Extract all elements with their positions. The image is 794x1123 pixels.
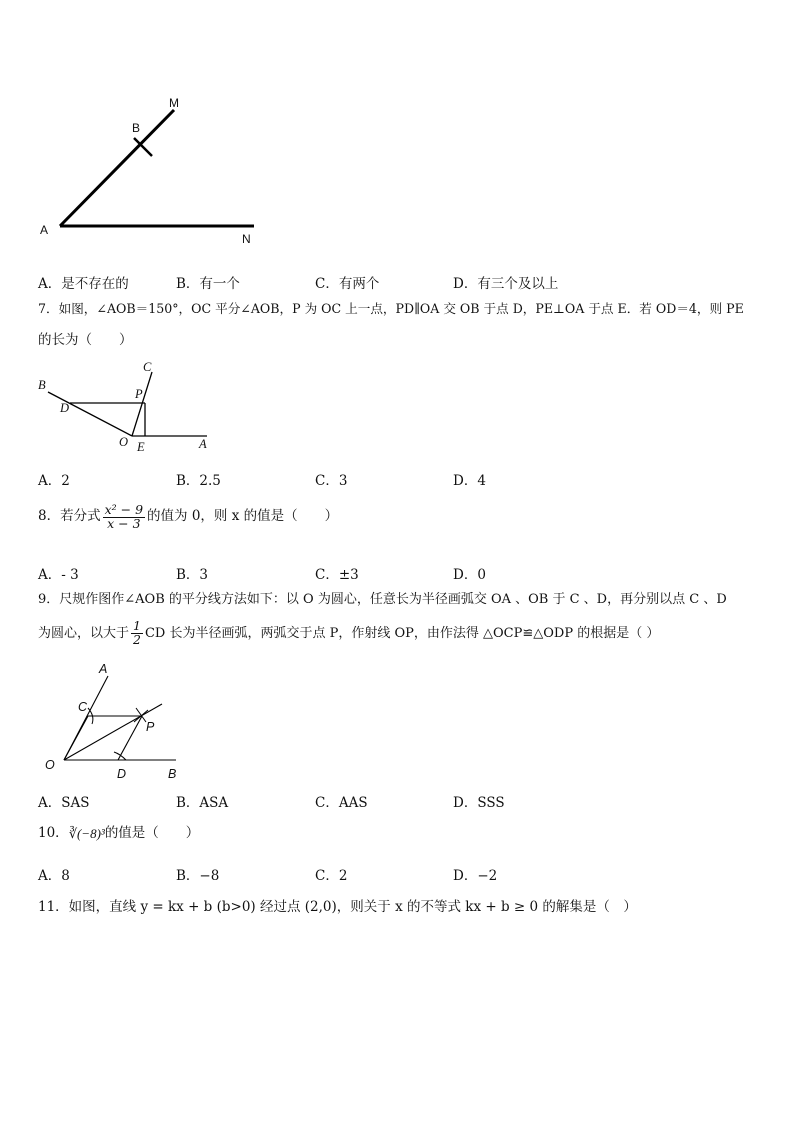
q6-option-b: B．有一个 xyxy=(176,276,240,292)
q8-fraction-numerator: x² − 9 xyxy=(104,502,144,517)
q9-label-c: C xyxy=(78,700,88,714)
q8-fraction-denominator: x − 3 xyxy=(107,515,141,531)
label-b: B xyxy=(132,121,141,135)
q9-line2-suffix: CD 长为半径画弧，两弧交于点 P，作射线 OP，由作法得 △OCP≌△ODP 的根据是（ ） xyxy=(144,625,660,641)
q7-label-p: P xyxy=(135,387,143,401)
q7-option-b: B．2.5 xyxy=(176,473,221,489)
q7-stem-line2: 的长为（ ） xyxy=(38,332,133,348)
q6-option-c: C．有两个 xyxy=(315,276,380,292)
q6-option-d: D．有三个及以上 xyxy=(453,276,559,292)
q10-option-d: D．−2 xyxy=(453,868,498,884)
q9-option-c: C．AAS xyxy=(315,795,368,811)
q9-fraction-numerator: 1 xyxy=(133,618,141,633)
q10-radical: ∛(−8)³ xyxy=(68,826,105,842)
q9-option-d: D．SSS xyxy=(453,795,505,811)
q8-prefix: 8．若分式 xyxy=(38,508,101,525)
q7-option-d: D．4 xyxy=(453,473,486,489)
q8-option-d: D．0 xyxy=(453,567,486,583)
q7-label-b: B xyxy=(38,378,46,392)
q9-label-o: O xyxy=(45,758,55,772)
q10-option-a: A．8 xyxy=(38,868,70,884)
q11-stem: 11．如图，直线 y = kx + b (b>0) 经过点 (2,0)，则关于 x 的不等式 kx + b ≥ 0 的解集是（ ） xyxy=(38,899,637,915)
q9-label-b: B xyxy=(168,767,177,781)
q9-label-a: A xyxy=(99,662,108,676)
q7-label-a: A xyxy=(199,437,207,451)
label-m: M xyxy=(169,96,179,110)
q10-option-c: C．2 xyxy=(315,868,348,884)
q7-label-e: E xyxy=(137,440,145,454)
q9-stem-line1: 9．尺规作图作∠AOB 的平分线方法如下：以 O 为圆心，任意长为半径画弧交 OA 、OB 于 C 、D，再分别以点 C 、D xyxy=(38,592,727,607)
q10-option-b: B．−8 xyxy=(176,868,220,884)
q8-option-a: A．- 3 xyxy=(38,567,79,583)
q10-stem xyxy=(38,827,199,841)
q8-suffix: 的值为 0，则 x 的值是（ ） xyxy=(147,508,339,525)
q10-suffix: 的值是（ ） xyxy=(104,825,200,841)
q9-label-p: P xyxy=(146,720,155,734)
q10-prefix: 10． xyxy=(38,825,69,841)
q7-stem-line1: 7．如图，∠AOB＝150°，OC 平分∠AOB，P 为 OC 上一点，PD∥OA 交 OB 于点 D，PE⊥OA 于点 E．若 OD＝4，则 PE xyxy=(38,301,744,316)
q6-option-a: A．是不存在的 xyxy=(38,276,129,292)
q7-option-c: C．3 xyxy=(315,473,348,489)
q7-label-d: D xyxy=(60,401,70,415)
q7-label-o: O xyxy=(119,435,129,449)
q7-label-c: C xyxy=(143,360,152,374)
label-n: N xyxy=(242,232,251,246)
q8-option-c: C．±3 xyxy=(315,567,359,583)
q8-option-b: B．3 xyxy=(176,567,209,583)
q7-option-a: A．2 xyxy=(38,473,70,489)
q9-fraction-denominator: 2 xyxy=(133,631,141,647)
q9-label-d: D xyxy=(117,767,127,781)
label-a: A xyxy=(40,223,49,237)
q9-option-b: B．ASA xyxy=(176,795,229,811)
q9-option-a: A．SAS xyxy=(38,795,90,811)
q9-line2-prefix: 为圆心，以大于 xyxy=(38,625,130,641)
